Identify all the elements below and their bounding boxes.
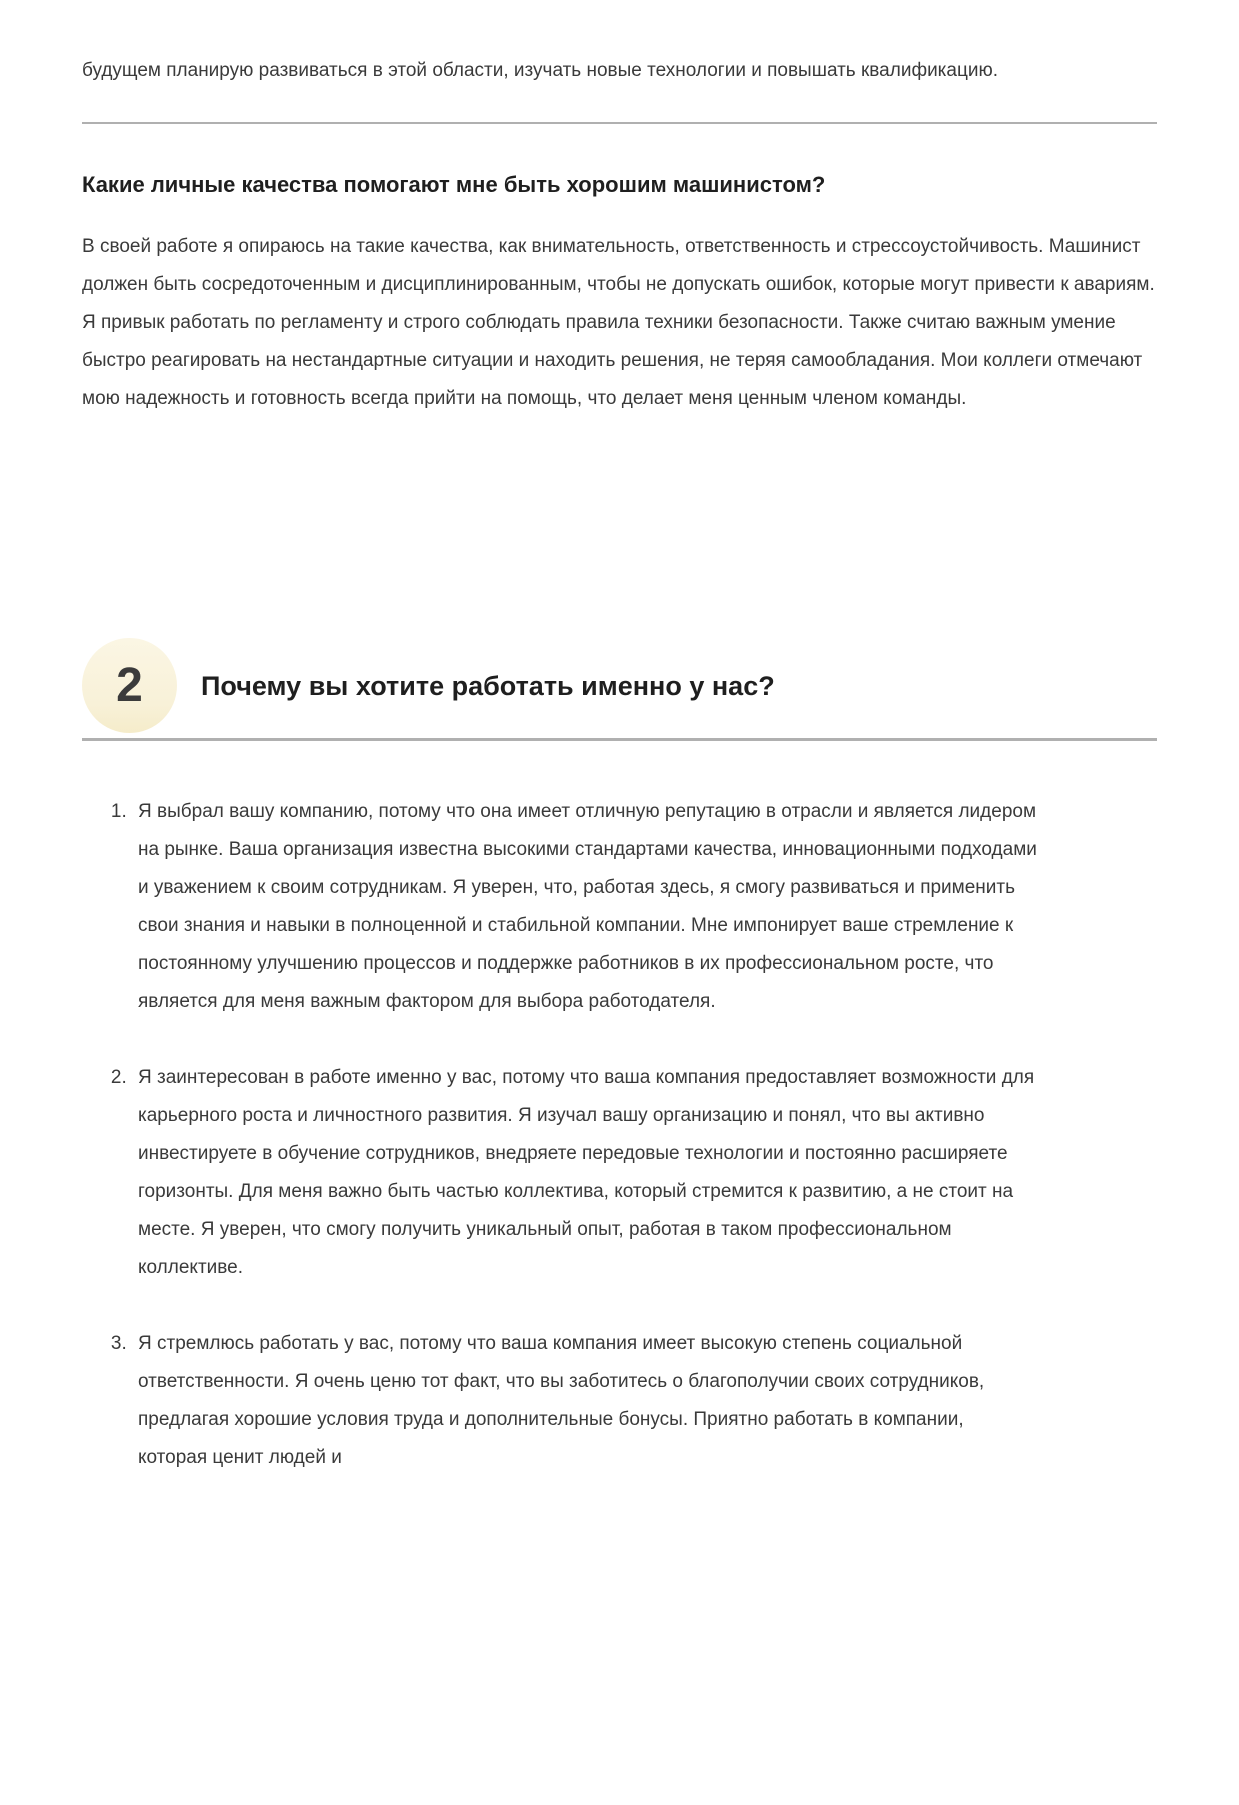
answers-list bbox=[82, 793, 1157, 1477]
list-item: 2. Я заинтересован в работе именно у вас, потому что ваша компания предоставляет возможности для карьерного роста и личностного развития. Я изучал вашу организацию и понял, что вы активно инвестируете в обучение сотрудников, внедряете передовые технологии и постоянно расширяете горизонты. Для меня важно быть частью коллектива, который стремится к развитию, а не стоит на месте. Я уверен, что смогу получить уникальный опыт, работая в таком профессиональном коллективе. bbox=[132, 1059, 1037, 1287]
section-number-badge bbox=[82, 638, 177, 733]
section-title: Почему вы хотите работать именно у нас? bbox=[201, 670, 775, 701]
page-content bbox=[0, 52, 1239, 1477]
section-divider bbox=[82, 122, 1157, 124]
document-page bbox=[0, 52, 1239, 1805]
section-title-divider bbox=[82, 738, 1157, 741]
section-number: 2 bbox=[116, 658, 143, 712]
intro-paragraph: будущем планирую развиваться в этой области, изучать новые технологии и повышать квалификацию. bbox=[82, 60, 999, 81]
list-item: 1. Я выбрал вашу компанию, потому что она имеет отличную репутацию в отрасли и является лидером на рынке. Ваша организация известна высокими стандартами качества, инновационными подходами и уважением к своим сотрудникам. Я уверен, что, работая здесь, я смогу развиваться и применить свои знания и навыки в полноценной и стабильной компании. Мне импонирует ваше стремление к постоянному улучшению процессов и поддержке работников в их профессиональном росте, что является для меня важным фактором для выбора работодателя. bbox=[132, 793, 1037, 1021]
question-heading: Какие личные качества помогают мне быть хорошим машинистом? bbox=[82, 172, 826, 197]
answer-paragraph: В своей работе я опираюсь на такие качества, как внимательность, ответственность и стрессоустойчивость. Машинист должен быть сосредоточенным и дисциплинированным, чтобы не допускать ошибок, которые могут привести к авариям. Я привык работать по регламенту и строго соблюдать правила техники безопасности. Также считаю важным умение быстро реагировать на нестандартные ситуации и находить решения, не теряя самообладания. Мои коллеги отмечают мою надежность и готовность всегда прийти на помощь, что делает меня ценным членом команды. bbox=[82, 236, 1155, 409]
section-header bbox=[82, 638, 1157, 733]
list-item: 3. Я стремлюсь работать у вас, потому что ваша компания имеет высокую степень социальной ответственности. Я очень ценю тот факт, что вы заботитесь о благополучии своих сотрудников, предлагая хорошие условия труда и дополнительные бонусы. Приятно работать в компании, которая ценит людей и bbox=[132, 1325, 1037, 1477]
